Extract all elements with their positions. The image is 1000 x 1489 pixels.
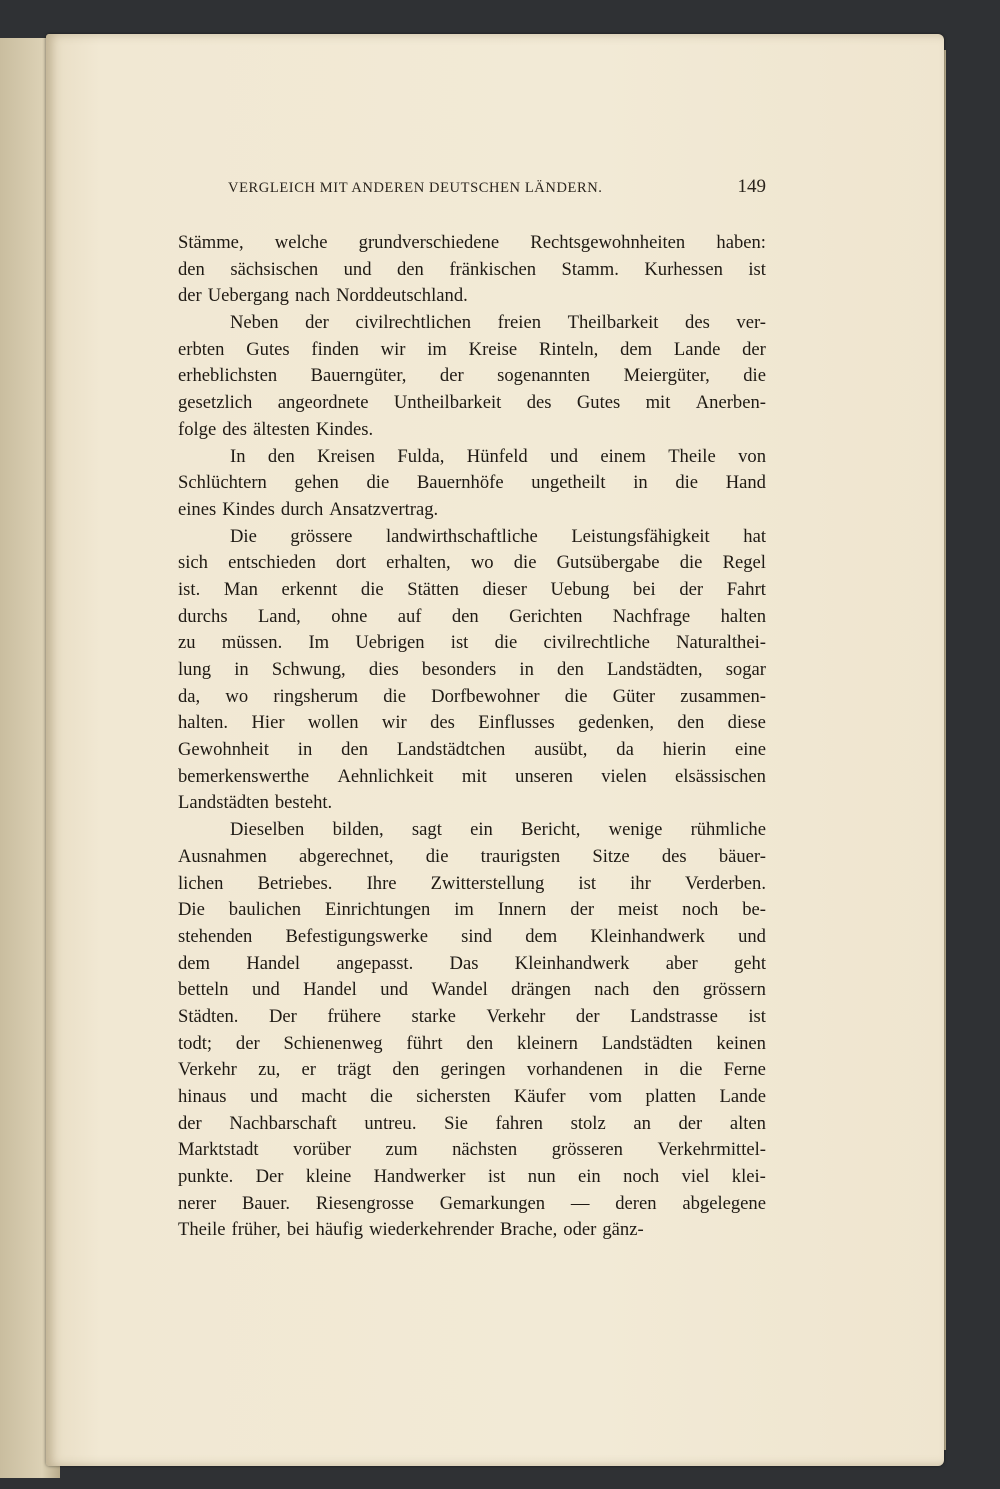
text-line: Neben der civilrechtlichen freien Theilbarkeit des ver- bbox=[230, 312, 766, 334]
text-line: Gewohnheit in den Landstädtchen ausübt, da hierin eine bbox=[178, 739, 766, 761]
text-line: Die baulichen Einrichtungen im Innern der meist noch be- bbox=[178, 899, 766, 921]
paragraph bbox=[178, 444, 766, 524]
text-line: erbten Gutes finden wir im Kreise Rinteln, dem Lande der bbox=[178, 338, 766, 360]
text-line: Dieselben bilden, sagt ein Bericht, wenige rühmliche bbox=[230, 819, 766, 841]
text-line: betteln und Handel und Wandel drängen nach den grössern bbox=[178, 979, 766, 1001]
text-line: ist. Man erkennt die Stätten dieser Uebung bei der Fahrt bbox=[178, 578, 766, 600]
paragraph bbox=[178, 230, 766, 310]
text-line: lung in Schwung, dies besonders in den Landstädten, sogar bbox=[178, 659, 766, 680]
text-line: den sächsischen und den fränkischen Stamm. Kurhessen ist bbox=[178, 258, 766, 280]
text-line: punkte. Der kleine Handwerker ist nun ein noch viel klei- bbox=[178, 1166, 766, 1188]
text-line: durchs Land, ohne auf den Gerichten Nachfrage halten bbox=[178, 605, 766, 627]
text-line: eines Kindes durch Ansatzvertrag. bbox=[178, 498, 439, 520]
text-line: der Nachbarschaft untreu. Sie fahren stolz an der alten bbox=[178, 1112, 766, 1134]
paragraph bbox=[178, 524, 766, 818]
text-line: In den Kreisen Fulda, Hünfeld und einem Theile von bbox=[230, 445, 766, 467]
text-line: todt; der Schienenweg führt den kleinern Landstädten keinen bbox=[178, 1032, 766, 1054]
text-line: sich entschieden dort erhalten, wo die Gutsübergabe die Regel bbox=[178, 552, 766, 574]
text-line: folge des ältesten Kindes. bbox=[178, 418, 374, 440]
text-line: Die grössere landwirthschaftliche Leistungsfähigkeit hat bbox=[230, 525, 766, 547]
text-line: Schlüchtern gehen die Bauernhöfe ungetheilt in die Hand bbox=[178, 472, 766, 494]
text-line: da, wo ringsherum die Dorfbewohner die Güter zusammen- bbox=[178, 685, 766, 707]
text-line: nerer Bauer. Riesengrosse Gemarkungen — deren abgelegene bbox=[178, 1192, 766, 1214]
page-number: 149 bbox=[737, 176, 766, 197]
body-text bbox=[178, 230, 766, 1244]
text-line: erheblichsten Bauerngüter, der sogenannten Meiergüter, die bbox=[178, 365, 766, 387]
text-line: Landstädten besteht. bbox=[178, 792, 333, 814]
text-line: dem Handel angepasst. Das Kleinhandwerk aber geht bbox=[178, 952, 766, 974]
text-line: halten. Hier wollen wir des Einflusses gedenken, den diese bbox=[178, 712, 766, 734]
text-line: bemerkenswerthe Aehnlichkeit mit unseren vielen elsässischen bbox=[178, 765, 766, 787]
text-line: Städten. Der frühere starke Verkehr der Landstrasse ist bbox=[178, 1005, 766, 1027]
text-line: Verkehr zu, er trägt den geringen vorhandenen in die Ferne bbox=[178, 1059, 766, 1081]
text-line: Stämme, welche grundverschiedene Rechtsgewohnheiten haben: bbox=[178, 232, 766, 253]
text-line: Theile früher, bei häufig wiederkehrender Brache, oder gänz- bbox=[178, 1219, 644, 1241]
text-line: der Uebergang nach Norddeutschland. bbox=[178, 285, 468, 307]
text-line: zu müssen. Im Uebrigen ist die civilrechtliche Naturalthei- bbox=[178, 632, 766, 654]
text-line: Ausnahmen abgerechnet, die traurigsten Sitze des bäuer- bbox=[178, 845, 766, 867]
text-line: hinaus und macht die sichersten Käufer vom platten Lande bbox=[178, 1086, 766, 1107]
text-line: Marktstadt vorüber zum nächsten grösseren Verkehrmittel- bbox=[178, 1139, 766, 1161]
running-head: VERGLEICH MIT ANDEREN DEUTSCHEN LÄNDERN. bbox=[228, 180, 603, 196]
paragraph bbox=[178, 310, 766, 443]
text-line: gesetzlich angeordnete Untheilbarkeit des Gutes mit Anerben- bbox=[178, 392, 766, 414]
paragraph bbox=[178, 817, 766, 1244]
text-line: stehenden Befestigungswerke sind dem Kleinhandwerk und bbox=[178, 925, 766, 947]
text-line: lichen Betriebes. Ihre Zwitterstellung ist ihr Verderben. bbox=[178, 872, 766, 894]
